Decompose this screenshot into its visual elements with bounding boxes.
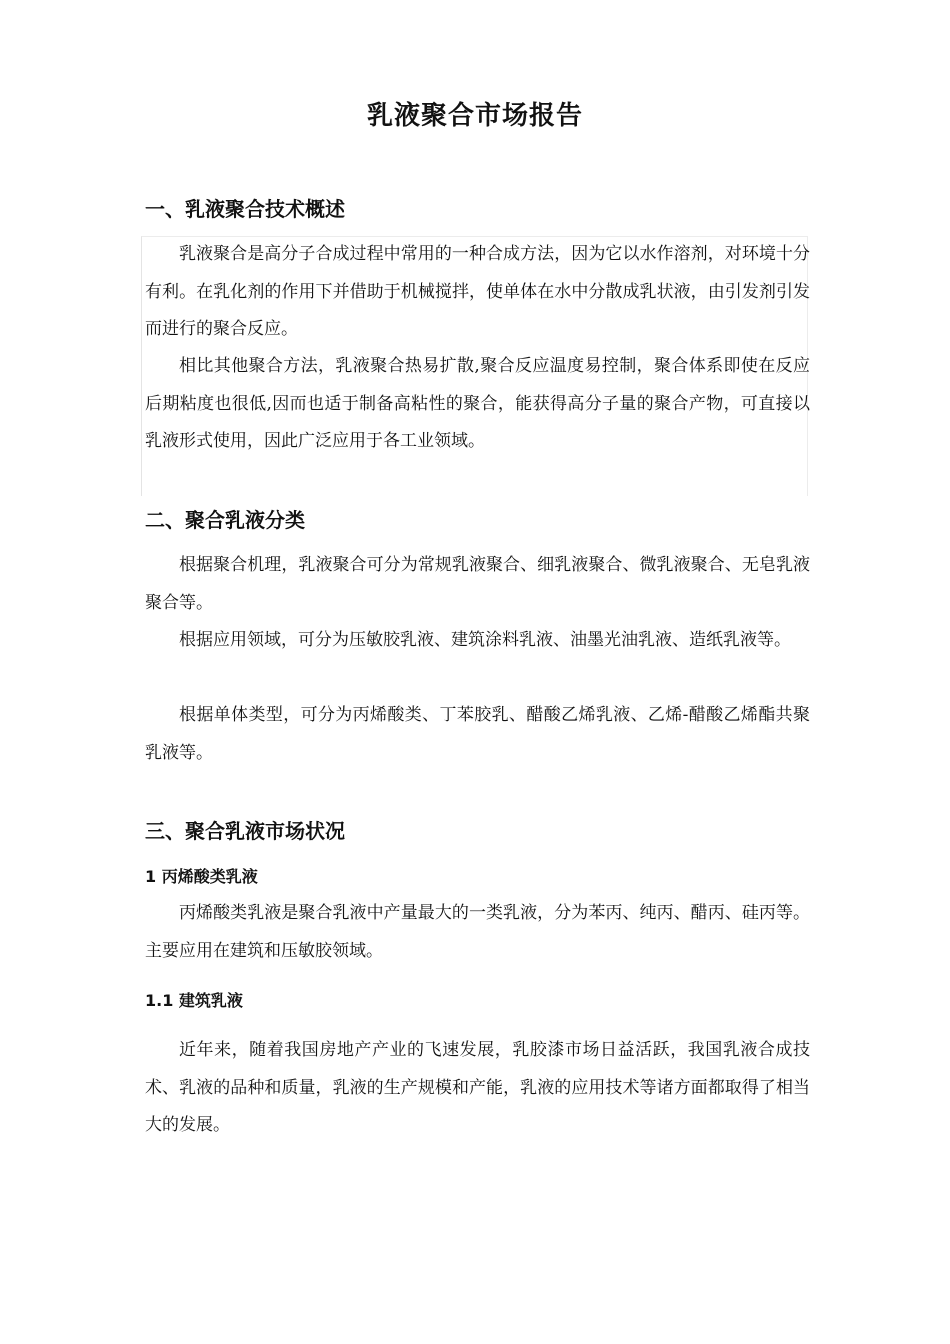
section-heading-market: 三、聚合乳液市场状况 <box>145 819 345 843</box>
overview-paragraph-1: 乳液聚合是高分子合成过程中常用的一种合成方法，因为它以水作溶剂，对环境十分有利。在乳化剂的作用下并借助于机械搅拌，使单体在水中分散成乳状液，由引发剂引发而进行的聚合反应。 <box>145 244 810 339</box>
classification-paragraph-2: 根据应用领域，可分为压敏胶乳液、建筑涂料乳液、油墨光油乳液、造纸乳液等。 <box>179 630 791 650</box>
classification-paragraph-3: 根据单体类型，可分为丙烯酸类、丁苯胶乳、醋酸乙烯乳液、乙烯-醋酸乙烯酯共聚乳液等。 <box>145 705 810 763</box>
subsection-heading-acrylic: 1 丙烯酸类乳液 <box>145 867 258 886</box>
subsection-heading-building: 1.1 建筑乳液 <box>145 991 243 1010</box>
classification-paragraph-1: 根据聚合机理，乳液聚合可分为常规乳液聚合、细乳液聚合、微乳液聚合、无皂乳液聚合等。 <box>145 555 810 613</box>
section-heading-classification: 二、聚合乳液分类 <box>145 508 305 532</box>
acrylic-paragraph: 丙烯酸类乳液是聚合乳液中产量最大的一类乳液，分为苯丙、纯丙、醋丙、硅丙等。主要应用在建筑和压敏胶领域。 <box>145 903 810 961</box>
section-heading-overview: 一、乳液聚合技术概述 <box>145 197 345 221</box>
building-paragraph: 近年来，随着我国房地产产业的飞速发展，乳胶漆市场日益活跃，我国乳液合成技术、乳液的品种和质量，乳液的生产规模和产能，乳液的应用技术等诸方面都取得了相当大的发展。 <box>145 1040 810 1135</box>
document-title: 乳液聚合市场报告 <box>366 101 583 131</box>
overview-paragraph-2: 相比其他聚合方法，乳液聚合热易扩散,聚合反应温度易控制，聚合体系即使在反应后期粘度也很低,因而也适于制备高粘性的聚合，能获得高分子量的聚合产物，可直接以乳液形式使用，因此广泛应用于各工业领域。 <box>145 356 810 451</box>
